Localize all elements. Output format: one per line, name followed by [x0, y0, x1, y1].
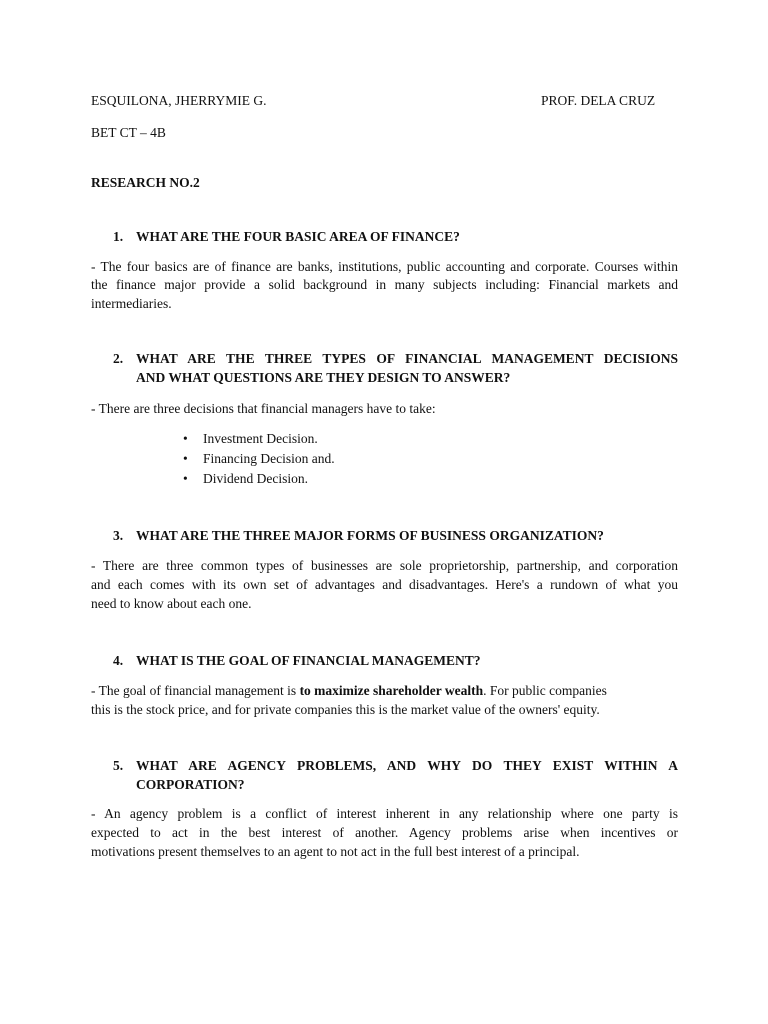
answer-3-line-1: - There are three common types of businesses are sole proprietorship, partnership, and corporation	[91, 558, 678, 573]
question-3: WHAT ARE THE THREE MAJOR FORMS OF BUSINESS ORGANIZATION?	[136, 528, 604, 543]
answer-4-suffix: . For public companies	[483, 683, 607, 698]
answer-3-line-2: and each comes with its own set of advantages and disadvantages. Here's a rundown of what you	[91, 577, 678, 592]
question-4-number: 4.	[113, 653, 124, 668]
question-3-number: 3.	[113, 528, 124, 543]
question-1: WHAT ARE THE FOUR BASIC AREA OF FINANCE?	[136, 229, 460, 244]
question-2-line-2: AND WHAT QUESTIONS ARE THEY DESIGN TO ANSWER?	[136, 370, 511, 385]
question-5-number: 5.	[113, 758, 124, 773]
section-label: BET CT – 4B	[91, 125, 166, 140]
student-name: ESQUILONA, JHERRYMIE G.	[91, 93, 267, 108]
answer-1-line-2: the finance major provide a solid background in many subjects including: Financial markets and	[91, 277, 678, 292]
question-1-number: 1.	[113, 229, 124, 244]
answer-5-line-2: expected to act in the best interest of another. Agency problems arise when incentives or	[91, 825, 678, 840]
answer-4-line-1	[91, 683, 678, 699]
answer-4-emphasis: to maximize shareholder wealth	[299, 683, 484, 698]
answer-5-line-1: - An agency problem is a conflict of interest inherent in any relationship where one party is	[91, 806, 678, 821]
answer-4-line-2: this is the stock price, and for private companies this is the market value of the owners' equity.	[91, 702, 600, 717]
list-item-dividend: Dividend Decision.	[203, 471, 308, 486]
professor-name: PROF. DELA CRUZ	[541, 93, 656, 108]
bullet-icon: •	[183, 431, 188, 446]
question-2-line-1: WHAT ARE THE THREE TYPES OF FINANCIAL MANAGEMENT DECISIONS	[136, 351, 678, 366]
answer-1-line-3: intermediaries.	[91, 296, 172, 311]
answer-4-prefix: - The goal of financial management is	[91, 683, 300, 698]
answer-3-line-3: need to know about each one.	[91, 596, 252, 611]
answer-2: - There are three decisions that financial managers have to take:	[91, 401, 436, 416]
question-4: WHAT IS THE GOAL OF FINANCIAL MANAGEMENT?	[136, 653, 481, 668]
question-5-line-1: WHAT ARE AGENCY PROBLEMS, AND WHY DO THEY EXIST WITHIN A	[136, 758, 678, 773]
question-5-line-2: CORPORATION?	[136, 777, 245, 792]
bullet-icon: •	[183, 471, 188, 486]
list-item-investment: Investment Decision.	[203, 431, 318, 446]
answer-1-line-1: - The four basics are of finance are banks, institutions, public accounting and corporate. Courses within	[91, 259, 678, 274]
document-title: RESEARCH NO.2	[91, 175, 200, 190]
list-item-financing: Financing Decision and.	[203, 451, 335, 466]
bullet-icon: •	[183, 451, 188, 466]
question-2-number: 2.	[113, 351, 124, 366]
answer-5-line-3: motivations present themselves to an agent to not act in the full best interest of a principal.	[91, 844, 580, 859]
